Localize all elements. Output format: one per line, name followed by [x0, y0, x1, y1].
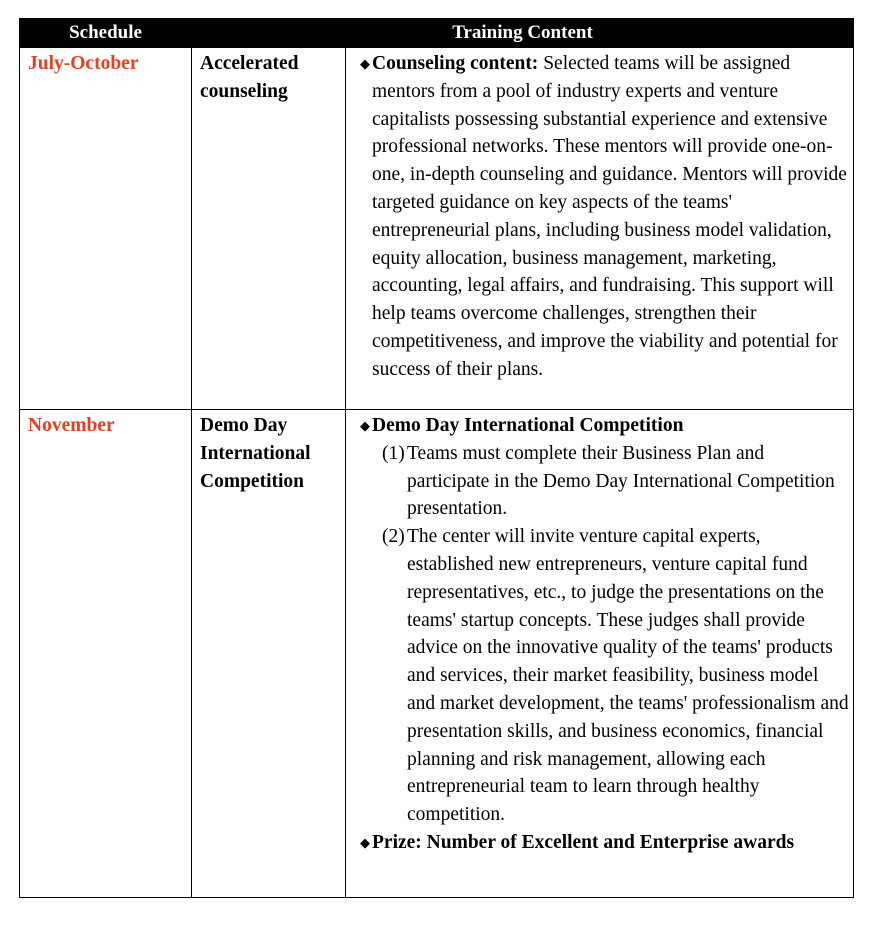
- diamond-bullet-icon: ◆: [360, 834, 370, 850]
- stage-cell: Accelerated counseling: [192, 48, 346, 410]
- training-content-header: Training Content: [192, 19, 854, 48]
- content-cell: [346, 48, 854, 410]
- training-schedule-table: [19, 18, 854, 898]
- bullet-item: [346, 829, 849, 857]
- bullet-item: [346, 412, 849, 440]
- numbered-item: [346, 523, 849, 829]
- prize-text: Prize: Number of Excellent and Enterprise awards: [372, 831, 795, 853]
- header-row: [20, 19, 854, 48]
- item-number: (1): [382, 442, 405, 464]
- item-text: Teams must complete their Business Plan and participate in the Demo Day International Competition presentation.: [407, 442, 835, 520]
- schedule-header: Schedule: [20, 19, 192, 48]
- schedule-cell: November: [20, 410, 192, 898]
- item-number: (2): [382, 526, 405, 548]
- schedule-cell: July-October: [20, 48, 192, 410]
- content-cell: [346, 410, 854, 898]
- bullet-heading: Demo Day International Competition: [372, 415, 684, 436]
- diamond-bullet-icon: ◆: [360, 418, 370, 433]
- item-text: The center will invite venture capital experts, established new entrepreneurs, venture capital fund representatives, etc., to judge the presentations on the teams' startup concepts. These judges shall provide advice on the innovative quality of the teams' products and services, their market feasibility, business model and market development, the teams' professionalism and presentation skills, and business economics, financial planning and risk management, allowing each entrepreneurial team to learn through healthy competition.: [407, 526, 849, 826]
- numbered-item: [346, 440, 849, 523]
- bullet-item: [346, 50, 849, 384]
- bullet-heading: Counseling content:: [372, 53, 539, 74]
- table-row: [20, 48, 854, 410]
- bullet-body: Selected teams will be assigned mentors from a pool of industry experts and venture capitalists possessing substantial experience and extensive professional networks. These mentors will provide one-on-one, in-depth counseling and guidance. Mentors will provide targeted guidance on key aspects of the teams' entrepreneurial plans, including business model validation, equity allocation, business management, marketing, accounting, legal affairs, and fundraising. This support will help teams overcome challenges, strengthen their competitiveness, and improve the viability and potential for success of their plans.: [372, 53, 847, 380]
- table-row: [20, 410, 854, 898]
- diamond-bullet-icon: ◆: [360, 56, 370, 71]
- bullet-text: [372, 50, 849, 384]
- stage-cell: Demo Day International Competition: [192, 410, 346, 898]
